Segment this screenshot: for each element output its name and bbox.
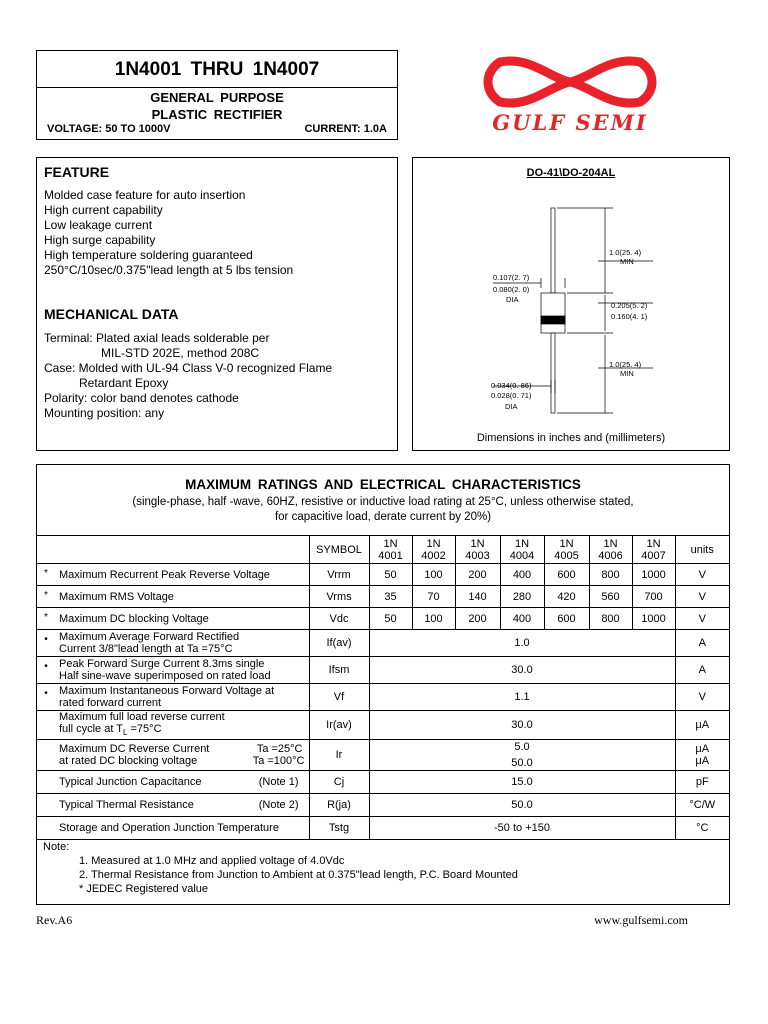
body-length-max: 0.205(5. 2)	[611, 301, 648, 310]
symbol-header: SYMBOL	[309, 536, 369, 564]
table-row: * Maximum Recurrent Peak Reverse Voltage Vrrm 50 100 200 400 600 800 1000 V	[37, 564, 729, 586]
feature-panel	[36, 157, 398, 451]
title-box	[36, 50, 398, 140]
feature-item: High current capability	[44, 203, 163, 217]
part-header: 1N 4006	[589, 536, 632, 564]
revision-label: Rev.A6	[36, 913, 73, 927]
notes-section	[43, 840, 518, 896]
mechanical-line: MIL-STD 202E, method 208C	[101, 346, 260, 360]
units-header: units	[675, 536, 729, 564]
voltage-spec: VOLTAGE: 50 TO 1000V	[47, 123, 171, 135]
website-link[interactable]: www.gulfsemi.com	[594, 913, 688, 927]
body-dia-unit: DIA	[506, 295, 519, 304]
table-row: Maximum DC Reverse Current at rated DC blocking voltage Ta =25°C Ta =100°C Ir 5.0 50.0 μA μA	[37, 740, 729, 771]
mechanical-line: Terminal: Plated axial leads solderable per	[44, 331, 270, 345]
lead-length-top-label: 1.0(25. 4)	[609, 248, 642, 257]
current-spec: CURRENT: 1.0A	[304, 123, 387, 135]
body-dia-max: 0.107(2. 7)	[493, 273, 530, 282]
table-row: Storage and Operation Junction Temperature Tstg -50 to +150 °C	[37, 817, 729, 840]
package-title: DO-41\DO-204AL	[526, 167, 616, 179]
table-row: • Maximum Average Forward Rectified Current 3/8"lead length at Ta =75°C If(av) 1.0 A	[37, 630, 729, 657]
package-outline-panel	[412, 157, 730, 451]
note-item: * JEDEC Registered value	[79, 883, 209, 895]
gulf-semi-logo	[470, 52, 670, 137]
mechanical-line: Polarity: color band denotes cathode	[44, 391, 239, 405]
lead-length-bottom-min: MIN	[620, 369, 634, 378]
mechanical-line: Case: Molded with UL-94 Class V-0 recognized Flame	[44, 361, 333, 375]
table-row: Maximum full load reverse current full cycle at $T_L =75^\circ C$ Ir(av) 30.0 μA	[37, 711, 729, 740]
feature-item: Molded case feature for auto insertion	[44, 188, 246, 202]
part-header: 1N 4004	[500, 536, 544, 564]
lead-dia-max: 0.034(0. 86)	[491, 381, 532, 390]
table-row: • Maximum Instantaneous Forward Voltage at rated forward current Vf 1.1 V	[37, 684, 729, 711]
ratings-table	[37, 535, 729, 840]
lead-dia-unit: DIA	[505, 402, 518, 411]
part-header: 1N 4001	[369, 536, 412, 564]
feature-item: 250°C/10sec/0.375"lead length at 5 lbs tension	[44, 263, 294, 277]
part-header: 1N 4007	[632, 536, 675, 564]
table-row: * Maximum RMS Voltage Vrms 35 70 140 280 420 560 700 V	[37, 586, 729, 608]
body-dia-min: 0.080(2. 0)	[493, 285, 530, 294]
logo-wordmark: GULF SEMI	[492, 110, 648, 135]
part-header: 1N 4003	[455, 536, 500, 564]
mechanical-line: Retardant Epoxy	[79, 376, 169, 390]
note-item: 2. Thermal Resistance from Junction to Ambient at 0.375"lead length, P.C. Board Mounted	[79, 869, 518, 881]
feature-item: High temperature soldering guaranteed	[44, 248, 253, 262]
subtitle-line-2: PLASTIC RECTIFIER	[151, 107, 283, 122]
feature-heading: FEATURE	[44, 164, 110, 180]
body-length-min: 0.160(4. 1)	[611, 312, 648, 321]
table-row: Typical Junction Capacitance (Note 1) Cj 15.0 pF	[37, 771, 729, 794]
dimensions-caption: Dimensions in inches and (millimeters)	[476, 432, 666, 444]
part-header: 1N 4005	[544, 536, 589, 564]
table-header-row	[37, 536, 729, 564]
table-row: • Peak Forward Surge Current 8.3ms single Half sine-wave superimposed on rated load Ifsm 30.0 A	[37, 657, 729, 684]
diode-outline-diagram	[413, 158, 729, 428]
logo-swoosh-icon	[470, 52, 670, 112]
part-range-title: 1N4001 THRU 1N4007	[37, 51, 397, 88]
note-item: 1. Measured at 1.0 MHz and applied voltage of 4.0Vdc	[79, 855, 345, 867]
ratings-condition-line-1: (single-phase, half -wave, 60HZ, resistive or inductive load rating at 25°C, unless otherwise stated,	[132, 496, 634, 508]
subtitle-line-1: GENERAL PURPOSE	[150, 90, 284, 105]
table-row: * Maximum DC blocking Voltage Vdc 50 100 200 400 600 800 1000 V	[37, 608, 729, 630]
ratings-panel	[36, 464, 730, 905]
ratings-title: MAXIMUM RATINGS AND ELECTRICAL CHARACTERISTICS	[185, 477, 581, 492]
lead-dia-min: 0.028(0. 71)	[491, 391, 532, 400]
feature-item: High surge capability	[44, 233, 156, 247]
mechanical-data-heading: MECHANICAL DATA	[44, 306, 179, 322]
ratings-condition-line-2: for capacitive load, derate current by 20%)	[274, 511, 492, 523]
part-header: 1N 4002	[412, 536, 455, 564]
mechanical-line: Mounting position: any	[44, 406, 165, 420]
feature-item: Low leakage current	[44, 218, 153, 232]
device-description	[37, 88, 397, 123]
lead-length-top-min: MIN	[620, 257, 634, 266]
table-row: Typical Thermal Resistance (Note 2) R(ja) 50.0 °C/W	[37, 794, 729, 817]
lead-length-bottom-label: 1.0(25. 4)	[609, 360, 642, 369]
notes-heading: Note:	[43, 841, 70, 853]
